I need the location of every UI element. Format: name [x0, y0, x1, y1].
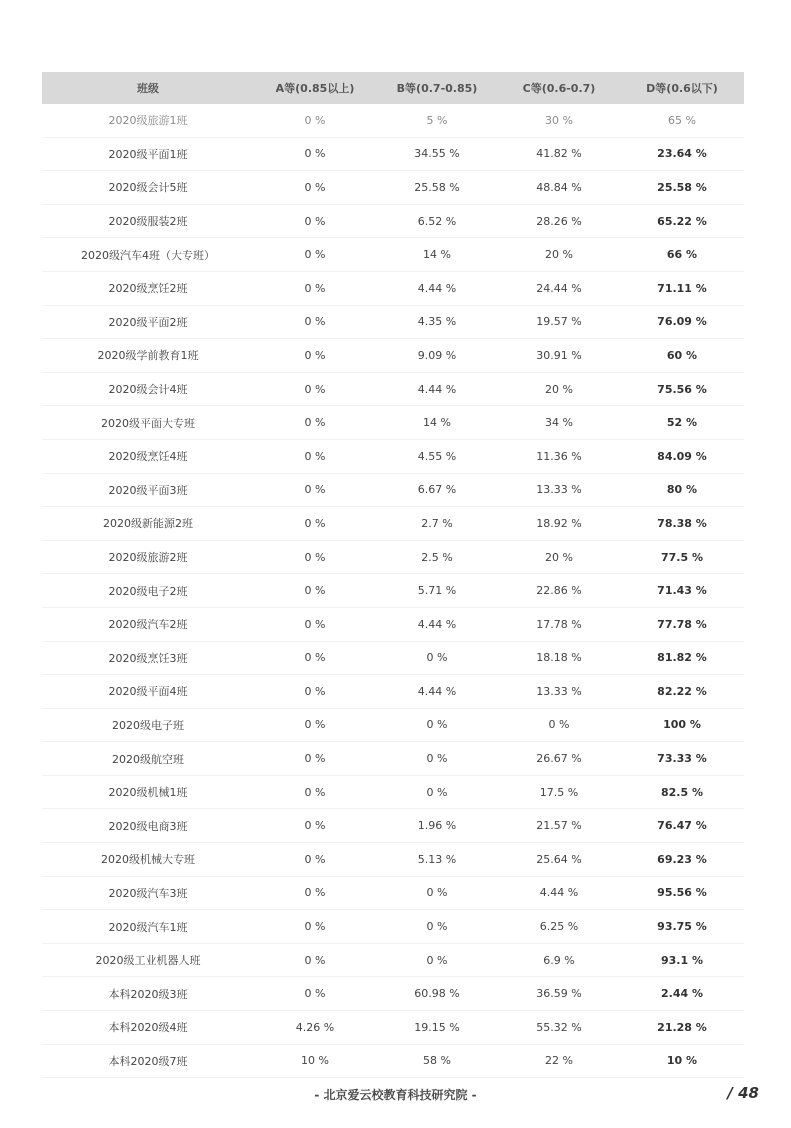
cell-grade-a: 0 %: [254, 910, 376, 944]
cell-grade-a: 0 %: [254, 406, 376, 440]
cell-grade-c: 24.44 %: [498, 271, 620, 305]
cell-grade-b: 0 %: [376, 641, 498, 675]
header-grade-c: C等(0.6-0.7): [498, 72, 620, 104]
table-row: [42, 540, 744, 574]
cell-class: 本科2020级3班: [42, 977, 254, 1011]
table-row: [42, 305, 744, 339]
cell-grade-d: 82.22 %: [620, 675, 744, 709]
grade-distribution-table: [42, 72, 744, 1078]
cell-grade-b: 19.15 %: [376, 1011, 498, 1045]
cell-grade-a: 0 %: [254, 809, 376, 843]
cell-grade-a: 0 %: [254, 439, 376, 473]
cell-grade-c: 21.57 %: [498, 809, 620, 843]
cell-grade-c: 41.82 %: [498, 137, 620, 171]
table-row: [42, 137, 744, 171]
header-grade-d: D等(0.6以下): [620, 72, 744, 104]
cell-class: 2020级平面1班: [42, 137, 254, 171]
table-row: [42, 372, 744, 406]
table-row: [42, 708, 744, 742]
cell-class: 2020级平面2班: [42, 305, 254, 339]
cell-grade-d: 93.75 %: [620, 910, 744, 944]
table-row: [42, 271, 744, 305]
header-grade-a: A等(0.85以上): [254, 72, 376, 104]
cell-grade-a: 0 %: [254, 171, 376, 205]
cell-grade-a: 0 %: [254, 641, 376, 675]
cell-grade-b: 2.7 %: [376, 507, 498, 541]
cell-grade-d: 2.44 %: [620, 977, 744, 1011]
cell-grade-b: 4.44 %: [376, 372, 498, 406]
cell-grade-d: 71.43 %: [620, 574, 744, 608]
cell-grade-b: 14 %: [376, 238, 498, 272]
cell-grade-c: 20 %: [498, 238, 620, 272]
cell-grade-b: 5 %: [376, 104, 498, 137]
cell-grade-c: 18.92 %: [498, 507, 620, 541]
cell-grade-a: 0 %: [254, 708, 376, 742]
cell-grade-d: 100 %: [620, 708, 744, 742]
cell-grade-b: 4.35 %: [376, 305, 498, 339]
cell-grade-c: 36.59 %: [498, 977, 620, 1011]
table-row: [42, 238, 744, 272]
cell-grade-b: 1.96 %: [376, 809, 498, 843]
cell-grade-b: 34.55 %: [376, 137, 498, 171]
cell-class: 2020级机械1班: [42, 775, 254, 809]
cell-grade-d: 77.5 %: [620, 540, 744, 574]
cell-grade-b: 0 %: [376, 742, 498, 776]
footer-institution: - 北京爱云校教育科技研究院 -: [314, 1088, 477, 1102]
cell-grade-c: 17.5 %: [498, 775, 620, 809]
cell-grade-d: 82.5 %: [620, 775, 744, 809]
cell-grade-b: 58 %: [376, 1044, 498, 1078]
cell-grade-a: 0 %: [254, 339, 376, 373]
header-row: [42, 72, 744, 104]
cell-grade-d: 10 %: [620, 1044, 744, 1078]
table-row: [42, 910, 744, 944]
cell-grade-a: 0 %: [254, 305, 376, 339]
cell-grade-d: 60 %: [620, 339, 744, 373]
cell-grade-a: 0 %: [254, 574, 376, 608]
cell-grade-d: 93.1 %: [620, 943, 744, 977]
cell-grade-a: 0 %: [254, 607, 376, 641]
table-row: [42, 641, 744, 675]
table-row: [42, 843, 744, 877]
table-row: [42, 1044, 744, 1078]
cell-grade-b: 9.09 %: [376, 339, 498, 373]
cell-grade-d: 65 %: [620, 104, 744, 137]
cell-grade-c: 26.67 %: [498, 742, 620, 776]
cell-class: 2020级旅游1班: [42, 104, 254, 137]
table-row: [42, 406, 744, 440]
cell-grade-b: 60.98 %: [376, 977, 498, 1011]
cell-grade-c: 30.91 %: [498, 339, 620, 373]
cell-class: 2020级服装2班: [42, 204, 254, 238]
cell-grade-a: 0 %: [254, 238, 376, 272]
cell-grade-d: 75.56 %: [620, 372, 744, 406]
cell-class: 2020级机械大专班: [42, 843, 254, 877]
cell-grade-c: 28.26 %: [498, 204, 620, 238]
table-row: [42, 104, 744, 137]
cell-grade-c: 34 %: [498, 406, 620, 440]
cell-grade-b: 25.58 %: [376, 171, 498, 205]
cell-grade-b: 0 %: [376, 775, 498, 809]
cell-grade-b: 14 %: [376, 406, 498, 440]
cell-grade-d: 25.58 %: [620, 171, 744, 205]
cell-grade-a: 0 %: [254, 204, 376, 238]
header-grade-b: B等(0.7-0.85): [376, 72, 498, 104]
cell-grade-a: 0 %: [254, 775, 376, 809]
cell-grade-b: 0 %: [376, 876, 498, 910]
cell-class: 2020级学前教育1班: [42, 339, 254, 373]
page-footer: [0, 1086, 791, 1106]
table-row: [42, 574, 744, 608]
cell-grade-c: 0 %: [498, 708, 620, 742]
table-row: [42, 439, 744, 473]
table-row: [42, 943, 744, 977]
cell-grade-c: 22 %: [498, 1044, 620, 1078]
cell-grade-a: 0 %: [254, 943, 376, 977]
table-body: [42, 104, 744, 1078]
cell-grade-d: 52 %: [620, 406, 744, 440]
cell-grade-d: 81.82 %: [620, 641, 744, 675]
cell-class: 2020级工业机器人班: [42, 943, 254, 977]
cell-grade-d: 80 %: [620, 473, 744, 507]
cell-class: 2020级汽车1班: [42, 910, 254, 944]
cell-grade-c: 20 %: [498, 372, 620, 406]
cell-grade-d: 69.23 %: [620, 843, 744, 877]
cell-grade-b: 6.67 %: [376, 473, 498, 507]
cell-grade-a: 0 %: [254, 104, 376, 137]
cell-grade-b: 4.55 %: [376, 439, 498, 473]
cell-class: 2020级旅游2班: [42, 540, 254, 574]
cell-grade-c: 13.33 %: [498, 473, 620, 507]
table-row: [42, 507, 744, 541]
header-class: 班级: [42, 72, 254, 104]
table-row: [42, 809, 744, 843]
cell-grade-a: 0 %: [254, 372, 376, 406]
cell-grade-d: 71.11 %: [620, 271, 744, 305]
cell-grade-c: 17.78 %: [498, 607, 620, 641]
cell-class: 2020级平面3班: [42, 473, 254, 507]
cell-grade-d: 73.33 %: [620, 742, 744, 776]
table-row: [42, 675, 744, 709]
cell-grade-b: 5.13 %: [376, 843, 498, 877]
cell-grade-b: 4.44 %: [376, 675, 498, 709]
cell-grade-a: 0 %: [254, 137, 376, 171]
cell-grade-a: 10 %: [254, 1044, 376, 1078]
cell-grade-b: 5.71 %: [376, 574, 498, 608]
table-row: [42, 876, 744, 910]
table-row: [42, 775, 744, 809]
cell-grade-d: 95.56 %: [620, 876, 744, 910]
table-row: [42, 171, 744, 205]
cell-grade-a: 0 %: [254, 742, 376, 776]
cell-class: 2020级烹饪3班: [42, 641, 254, 675]
cell-grade-c: 55.32 %: [498, 1011, 620, 1045]
cell-grade-d: 78.38 %: [620, 507, 744, 541]
cell-grade-c: 22.86 %: [498, 574, 620, 608]
cell-grade-a: 0 %: [254, 473, 376, 507]
cell-class: 本科2020级4班: [42, 1011, 254, 1045]
cell-grade-d: 66 %: [620, 238, 744, 272]
cell-grade-b: 0 %: [376, 943, 498, 977]
cell-grade-b: 0 %: [376, 708, 498, 742]
table-header: [42, 72, 744, 104]
cell-class: 2020级汽车3班: [42, 876, 254, 910]
cell-class: 2020级电子2班: [42, 574, 254, 608]
cell-grade-d: 65.22 %: [620, 204, 744, 238]
cell-grade-c: 48.84 %: [498, 171, 620, 205]
cell-grade-a: 0 %: [254, 540, 376, 574]
cell-grade-a: 0 %: [254, 977, 376, 1011]
page-number: / 48: [727, 1084, 759, 1102]
cell-class: 2020级烹饪4班: [42, 439, 254, 473]
cell-grade-c: 20 %: [498, 540, 620, 574]
cell-grade-b: 4.44 %: [376, 607, 498, 641]
cell-grade-c: 6.25 %: [498, 910, 620, 944]
cell-class: 2020级会计4班: [42, 372, 254, 406]
cell-grade-d: 84.09 %: [620, 439, 744, 473]
cell-class: 2020级汽车4班（大专班）: [42, 238, 254, 272]
cell-grade-c: 25.64 %: [498, 843, 620, 877]
cell-grade-b: 0 %: [376, 910, 498, 944]
cell-class: 2020级平面大专班: [42, 406, 254, 440]
cell-grade-d: 76.09 %: [620, 305, 744, 339]
table-row: [42, 607, 744, 641]
cell-grade-c: 13.33 %: [498, 675, 620, 709]
table-row: [42, 473, 744, 507]
cell-grade-c: 30 %: [498, 104, 620, 137]
cell-class: 2020级烹饪2班: [42, 271, 254, 305]
cell-grade-c: 11.36 %: [498, 439, 620, 473]
cell-grade-c: 19.57 %: [498, 305, 620, 339]
cell-class: 2020级电商3班: [42, 809, 254, 843]
cell-grade-a: 0 %: [254, 876, 376, 910]
cell-grade-a: 0 %: [254, 843, 376, 877]
cell-class: 本科2020级7班: [42, 1044, 254, 1078]
cell-grade-b: 2.5 %: [376, 540, 498, 574]
table-row: [42, 1011, 744, 1045]
cell-class: 2020级会计5班: [42, 171, 254, 205]
cell-grade-d: 76.47 %: [620, 809, 744, 843]
cell-grade-d: 77.78 %: [620, 607, 744, 641]
cell-grade-a: 0 %: [254, 507, 376, 541]
cell-grade-c: 4.44 %: [498, 876, 620, 910]
table-row: [42, 977, 744, 1011]
table-row: [42, 339, 744, 373]
table-row: [42, 204, 744, 238]
cell-class: 2020级平面4班: [42, 675, 254, 709]
cell-grade-d: 23.64 %: [620, 137, 744, 171]
cell-class: 2020级新能源2班: [42, 507, 254, 541]
cell-class: 2020级汽车2班: [42, 607, 254, 641]
cell-class: 2020级航空班: [42, 742, 254, 776]
cell-grade-a: 4.26 %: [254, 1011, 376, 1045]
cell-grade-d: 21.28 %: [620, 1011, 744, 1045]
cell-grade-b: 4.44 %: [376, 271, 498, 305]
cell-grade-a: 0 %: [254, 271, 376, 305]
cell-grade-c: 18.18 %: [498, 641, 620, 675]
table-row: [42, 742, 744, 776]
cell-grade-a: 0 %: [254, 675, 376, 709]
cell-class: 2020级电子班: [42, 708, 254, 742]
cell-grade-b: 6.52 %: [376, 204, 498, 238]
cell-grade-c: 6.9 %: [498, 943, 620, 977]
